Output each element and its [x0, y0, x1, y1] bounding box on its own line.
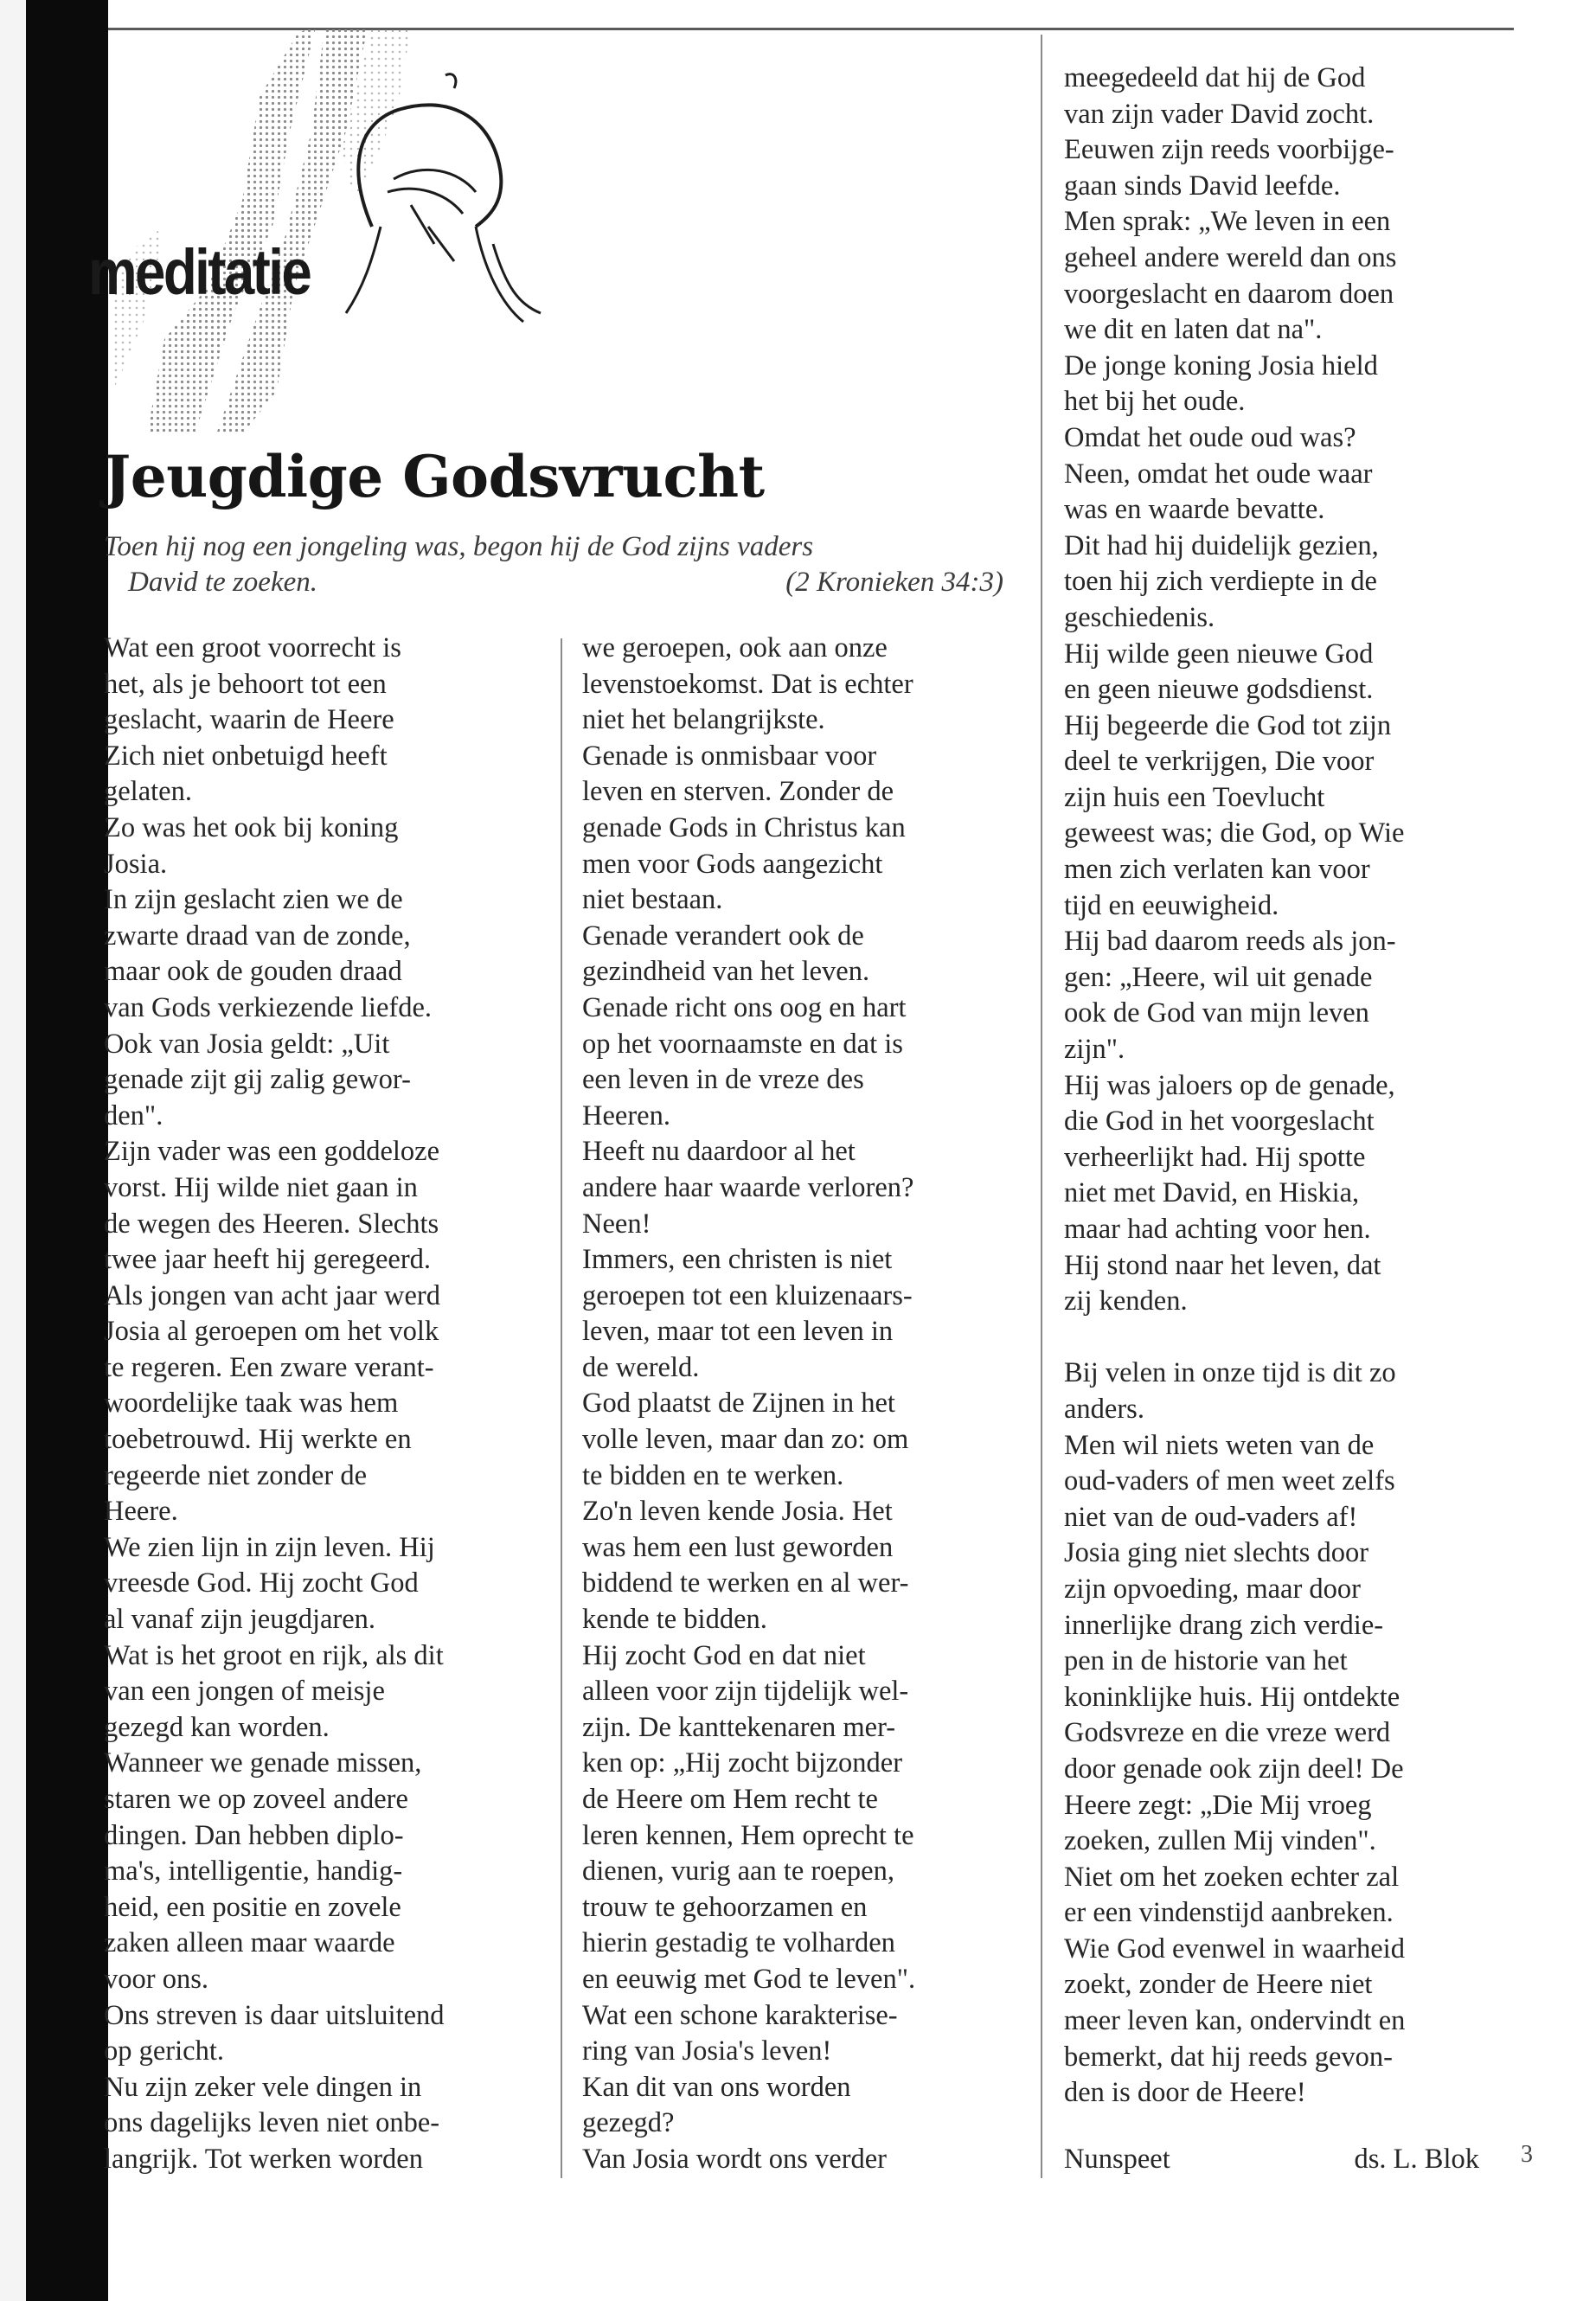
article-title: Jeugdige Godsvrucht [104, 443, 765, 510]
article-column-2: we geroepen, ook aan onze levenstoekomst. Dat is echter niet het belangrijkste. Genade is onmisbaar voor leven en sterven. Zonder de genade Gods in Christus kan men voor Gods aangezicht niet bestaan. Genade verandert ook de gezindheid van het leven. Genade richt ons oog en hart op het voornaamste en dat is een leven in de vreze des Heeren. Heeft nu daardoor al het andere haar waarde verloren? Neen! Immers, een christen is niet geroepen tot een kluizenaars- leven, maar tot een leven in de wereld. God plaatst de Zijnen in het volle leven, maar dan zo: om te bidden en te werken. Zo'n leven kende Josia. Het was hem een lust geworden biddend te werken en al wer- kende te bidden. Hij zocht God en dat niet alleen voor zijn tijdelijk wel- zijn. De kanttekenaren mer- ken op: „Hij zocht bijzonder de Heere om Hem recht te leren kennen, Hem oprecht te dienen, vurig aan te roepen, trouw te gehoorzamen en hierin gestadig te volharden en eeuwig met God te leven". Wat een schone karakterise- ring van Josia's leven! Kan dit van ons worden gezegd? Van Josia wordt ons verder [582, 632, 916, 2175]
signature-place: Nunspeet [1064, 2144, 1170, 2175]
section-label: meditatie [88, 236, 311, 308]
epigraph-line: David te zoeken. [128, 567, 317, 598]
page-number: 3 [1521, 2141, 1533, 2168]
signature [1064, 2144, 1479, 2176]
epigraph-line: Toen hij nog een jongeling was, begon hij de God zijns vaders [104, 531, 814, 562]
praying-figure-illustration [112, 28, 562, 434]
column-rule [561, 638, 562, 2178]
signature-author: ds. L. Blok [1354, 2144, 1479, 2175]
column-rule [1041, 35, 1042, 2178]
article-column-1: Wat een groot voorrecht is het, als je behoort tot een geslacht, waarin de Heere Zich niet onbetuigd heeft gelaten. Zo was het ook bij koning Josia. In zijn geslacht zien we de zwarte draad van de zonde, maar ook de gouden draad van Gods verkiezende liefde. Ook van Josia geldt: „Uit genade zijt gij zalig gewor- den". Zijn vader was een goddeloze vorst. Hij wilde niet gaan in de wegen des Heeren. Slechts twee jaar heeft hij geregeerd. Als jongen van acht jaar werd Josia al geroepen om het volk te regeren. Een zware verant- woordelijke taak was hem toebetrouwd. Hij werkte en regeerde niet zonder de Heere. We zien lijn in zijn leven. Hij vreesde God. Hij zocht God al vanaf zijn jeugdjaren. Wat is het groot en rijk, als dit van een jongen of meisje gezegd kan worden. Wanneer we genade missen, staren we op zoveel andere dingen. Dan hebben diplo- ma's, intelligentie, handig- heid, een positie en zovele zaken alleen maar waarde voor ons. Ons streven is daar uitsluitend op gericht. Nu zijn zeker vele dingen in ons dagelijks leven niet onbe- langrijk. Tot werken worden [104, 632, 445, 2175]
binding-shadow [26, 0, 108, 2301]
article-column-3: meegedeeld dat hij de God van zijn vader David zocht. Eeuwen zijn reeds voorbijge- gaan sinds David leefde. Men sprak: „We leven in een geheel andere wereld dan ons voorgeslacht en daarom doen we dit en laten dat na". De jonge koning Josia hield het bij het oude. Omdat het oude oud was? Neen, omdat het oude waar was en waarde bevatte. Dit had hij duidelijk gezien, toen hij zich verdiepte in de geschiedenis. Hij wilde geen nieuwe God en geen nieuwe godsdienst. Hij begeerde die God tot zijn deel te verkrijgen, Die voor zijn huis een Toevlucht geweest was; die God, op Wie men zich verlaten kan voor tijd en eeuwigheid. Hij bad daarom reeds als jon- gen: „Heere, wil uit genade ook de God van mijn leven zijn". Hij was jaloers op de genade, die God in het voorgeslacht verheerlijkt had. Hij spotte niet met David, en Hiskia, maar had achting voor hen. Hij stond naar het leven, dat zij kenden. Bij velen in onze tijd is dit zo anders. Men wil niets weten van de oud-vaders of men weet zelfs niet van de oud-vaders af! Josia ging niet slechts door zijn opvoeding, maar door innerlijke drang zich verdie- pen in de historie van het koninklijke huis. Hij ontdekte Godsvreze en die vreze werd door genade ook zijn deel! De Heere zegt: „Die Mij vroeg zoeken, zullen Mij vinden". Niet om het zoeken echter zal er een vindenstijd aanbreken. Wie God evenwel in waarheid zoekt, zonder de Heere niet meer leven kan, ondervindt en bemerkt, dat hij reeds gevon- den is door de Heere! [1064, 62, 1406, 2109]
bible-reference: (2 Kronieken 34:3) [785, 567, 1003, 598]
epigraph [104, 529, 1003, 600]
